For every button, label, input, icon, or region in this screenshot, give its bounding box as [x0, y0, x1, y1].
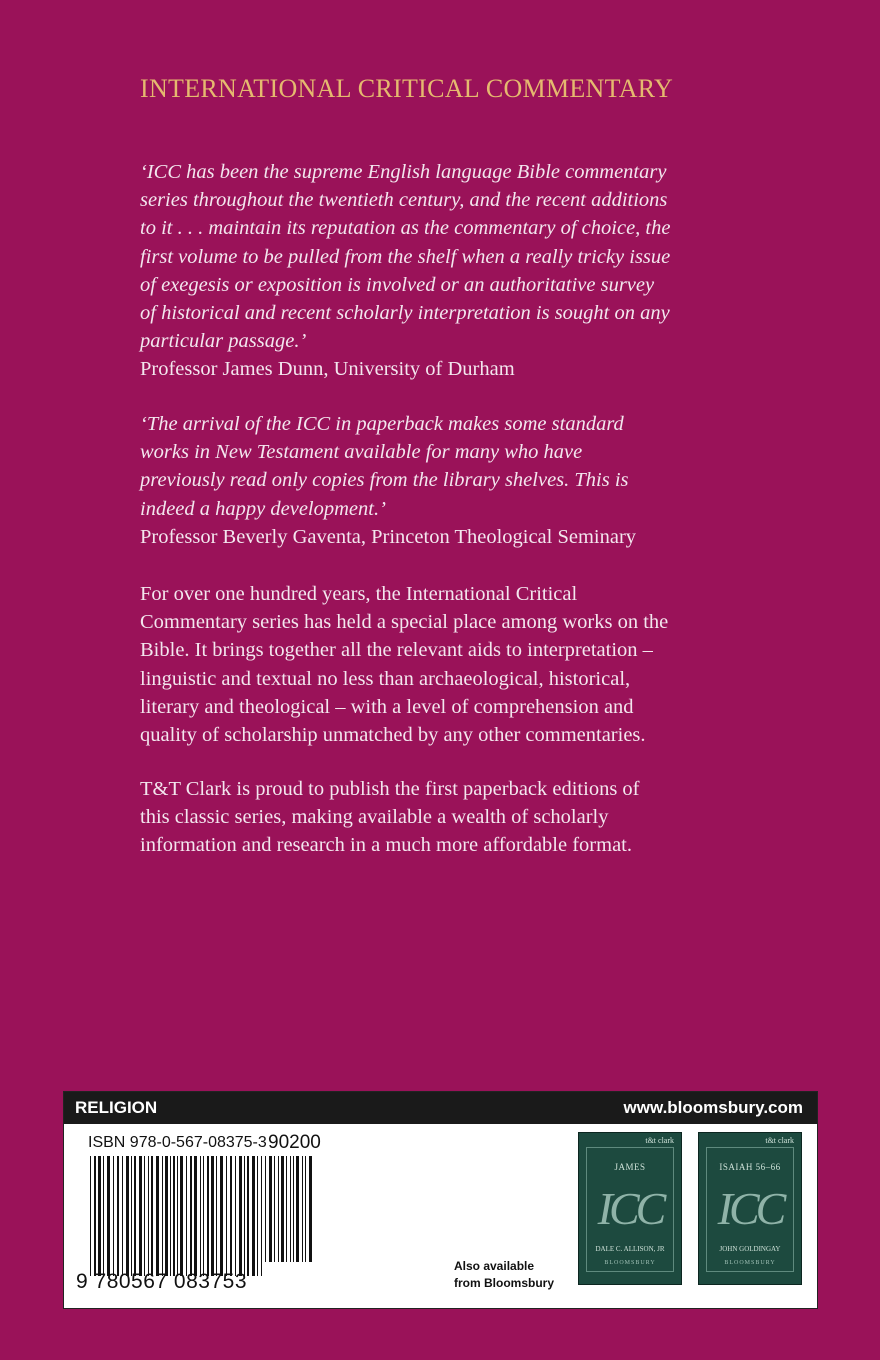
- barcode-bar: [156, 1156, 159, 1276]
- barcode-bar: [162, 1156, 163, 1276]
- barcode-bar: [290, 1156, 291, 1262]
- icc-logo: ICC: [717, 1183, 783, 1234]
- quote-text: ‘The arrival of the ICC in paperback makes some standard works in New Testament available for many who have previously read only copies from the library shelves. This is indeed a happy development.’: [140, 413, 629, 520]
- barcode-panel: [63, 1091, 818, 1309]
- price-addon-digits: 90200: [268, 1132, 321, 1153]
- barcode-bar: [281, 1156, 284, 1262]
- barcode-bar: [148, 1156, 149, 1276]
- barcode-bar: [261, 1156, 262, 1262]
- barcode-bar: [244, 1156, 245, 1276]
- endorsement-quote-2: [140, 410, 740, 551]
- isbn-text: ISBN 978-0-567-08375-3: [88, 1134, 267, 1151]
- barcode-bar: [309, 1156, 312, 1262]
- barcode-image: [88, 1156, 266, 1276]
- barcode-bar: [265, 1156, 266, 1262]
- barcode-bar: [170, 1156, 171, 1276]
- barcode-bar: [200, 1156, 201, 1276]
- barcode-bar: [151, 1156, 153, 1276]
- book-title: JAMES: [614, 1162, 646, 1172]
- barcode-bar: [269, 1156, 272, 1262]
- category-label: RELIGION: [75, 1098, 158, 1117]
- barcode-bar: [139, 1156, 142, 1276]
- description-paragraph-2: T&T Clark is proud to publish the first paperback editions of this classic series, making available a wealth of scholarly information and research in a much more affordable format.: [140, 778, 640, 857]
- barcode-bar: [94, 1156, 96, 1276]
- website-link[interactable]: www.bloomsbury.com: [623, 1098, 803, 1117]
- also-available-label: Also available from Bloomsbury: [454, 1259, 555, 1290]
- endorsement-quote-1: [140, 158, 740, 384]
- series-title: INTERNATIONAL CRITICAL COMMENTARY: [140, 74, 674, 103]
- book-author: JOHN GOLDINGAY: [719, 1245, 781, 1253]
- barcode-bar: [144, 1156, 145, 1276]
- barcode-bar: [134, 1156, 136, 1276]
- barcode-bar: [274, 1156, 275, 1262]
- barcode-bar: [98, 1156, 101, 1276]
- barcode-bar: [194, 1156, 197, 1276]
- barcode-bar: [186, 1156, 187, 1276]
- book-publisher: t&t clark: [645, 1136, 674, 1145]
- book-cover-isaiah[interactable]: [698, 1132, 802, 1285]
- barcode-bar: [305, 1156, 306, 1262]
- book-frame: [706, 1147, 794, 1272]
- panel-header: [64, 1092, 817, 1124]
- barcode-bar: [203, 1156, 204, 1276]
- barcode-bar: [247, 1156, 249, 1276]
- barcode-bar: [257, 1156, 258, 1276]
- icc-logo: ICC: [597, 1183, 663, 1234]
- addon-barcode-image: [259, 1156, 315, 1262]
- barcode-bar: [107, 1156, 110, 1276]
- barcode-bar: [180, 1156, 183, 1276]
- barcode-bar: [296, 1156, 299, 1262]
- barcode-bar: [302, 1156, 303, 1262]
- book-publisher: t&t clark: [765, 1136, 794, 1145]
- barcode-bar: [173, 1156, 175, 1276]
- barcode-bar: [131, 1156, 132, 1276]
- barcode-bar: [211, 1156, 214, 1276]
- barcode-bar: [230, 1156, 232, 1276]
- description-paragraph-1: For over one hundred years, the International Critical Commentary series has held a special place among works on the Bible. It brings together all the relevant aids to interpretation – linguistic and textual no less than archaeological, historical, literary and theological – with a level of comprehension and quality of scholarship unmatched by any other commentaries.: [140, 583, 669, 747]
- barcode-bar: [235, 1156, 236, 1276]
- barcode-bar: [226, 1156, 227, 1276]
- book-frame: [586, 1147, 674, 1272]
- barcode-bar: [216, 1156, 217, 1276]
- barcode-bar: [103, 1156, 104, 1276]
- barcode-bar: [117, 1156, 119, 1276]
- barcode-bar: [165, 1156, 168, 1276]
- barcode-bar: [90, 1156, 91, 1276]
- quote-text: ‘ICC has been the supreme English language Bible commentary series throughout the twentieth century, and the recent additions to it . . . maintain its reputation as the commentary of choice, the first volume to be pulled from the shelf when a really tricky issue of exegesis or exposition is involved or an authoritative survey of historical and recent scholarly interpretation is sought on any particular passage.’: [140, 161, 671, 353]
- quote-attribution: Professor Beverly Gaventa, Princeton Theological Seminary: [140, 525, 637, 548]
- barcode-bar: [286, 1156, 287, 1262]
- barcode-bar: [190, 1156, 192, 1276]
- barcode-bar: [220, 1156, 223, 1276]
- barcode-bar: [207, 1156, 209, 1276]
- barcode-bar: [252, 1156, 255, 1276]
- barcode-bar: [239, 1156, 242, 1276]
- barcode-bar: [113, 1156, 114, 1276]
- barcode-bar: [177, 1156, 178, 1276]
- barcode-digits: 9 780567 083753: [76, 1270, 247, 1293]
- barcode-bar: [126, 1156, 129, 1276]
- barcode-bar: [278, 1156, 279, 1262]
- book-title: ISAIAH 56–66: [719, 1162, 781, 1172]
- barcode-bar: [122, 1156, 123, 1276]
- barcode-bar: [293, 1156, 294, 1262]
- book-imprint: BLOOMSBURY: [604, 1260, 656, 1266]
- book-imprint: BLOOMSBURY: [724, 1260, 776, 1266]
- book-author: DALE C. ALLISON, JR: [595, 1245, 665, 1253]
- book-cover-james[interactable]: [578, 1132, 682, 1285]
- quote-attribution: Professor James Dunn, University of Durham: [140, 358, 515, 381]
